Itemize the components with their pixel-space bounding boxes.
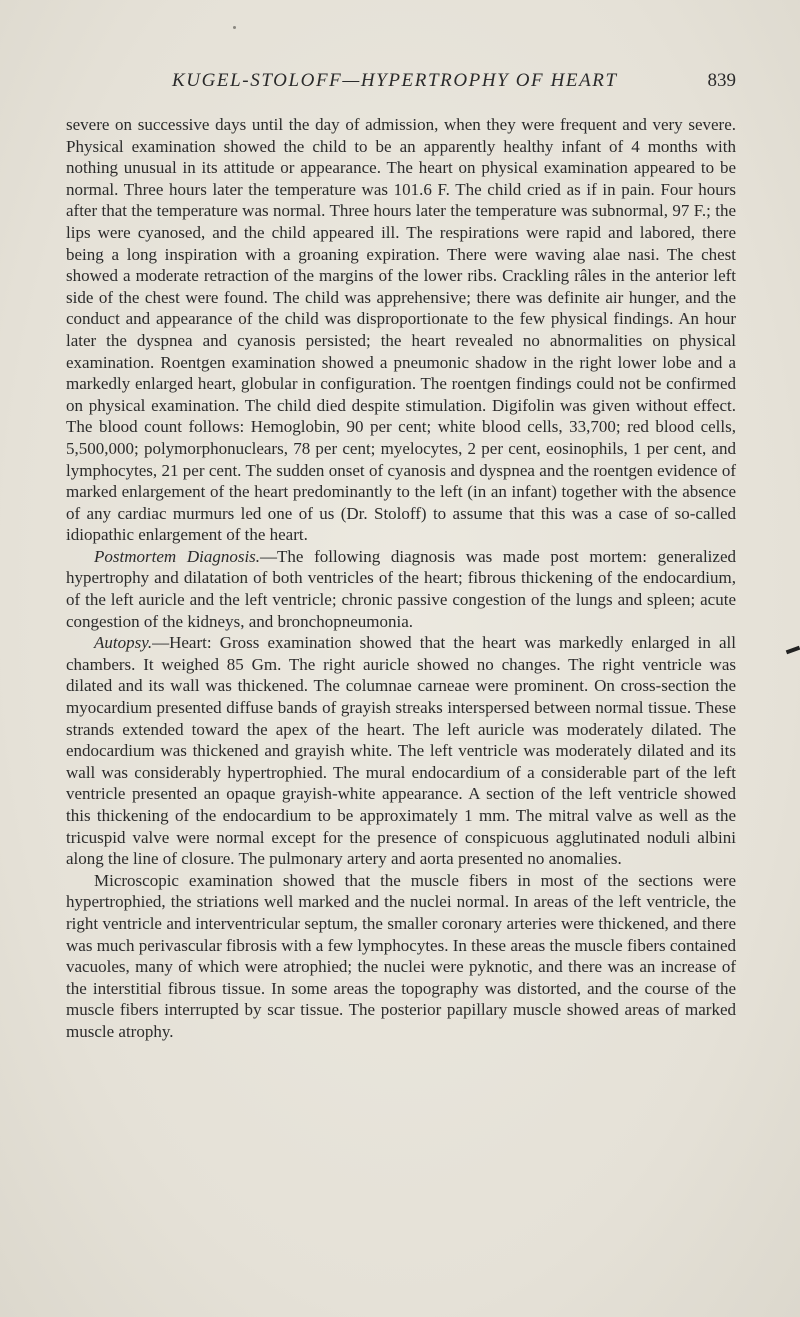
paragraph-text: Microscopic examination showed that the muscle fibers in most of the sections were hypertrophied, the striations well marked and the nuclei normal. In areas of the left ventricle, the right ventricle and interventricular septum, the smaller coronary arteries were thickened, and there was much perivascular fibrosis with a few lymphocytes. In these areas the muscle fibers contained vacuoles, many of which were atrophied; the nuclei were pyknotic, and there was an increase of the interstitial fibrous tissue. In some areas the topography was distorted, and the course of the muscle fibers interrupted by scar tissue. The posterior papillary muscle showed areas of marked muscle atrophy.	[66, 870, 736, 1041]
autopsy-paragraph	[66, 632, 736, 870]
page-number: 839	[707, 70, 736, 91]
paragraph-text: severe on successive days until the day of admission, when they were frequent and very severe. Physical examination showed the child to be an apparently healthy infant of 4 months with nothing unusual in its attitude or appearance. The heart on physical examination appeared to be normal. Three hours later the temperature was 101.6 F. The child cried as if in pain. Four hours after that the temperature was normal. Three hours later the temperature was subnormal, 97 F.; the lips were cyanosed, and the child appeared ill. The respirations were rapid and labored, there being a long inspiration with a groaning expiration. There were waving alae nasi. The chest showed a moderate retraction of the margins of the lower ribs. Crackling râles in the anterior left side of the chest were found. The child was apprehensive; there was definite air hunger, and the conduct and appearance of the child was disproportionate to the few physical findings. An hour later the dyspnea and cyanosis persisted; the heart revealed no abnormalities on physical examination. Roentgen examination showed a pneumonic shadow in the right lower lobe and a markedly enlarged heart, globular in configuration. The roentgen findings could not be confirmed on physical examination. The child died despite stimulation. Digifolin was given without effect. The blood count follows: Hemoglobin, 90 per cent; white blood cells, 33,700; red blood cells, 5,500,000; polymorphonuclears, 78 per cent; myelocytes, 2 per cent, eosinophils, 1 per cent, and lymphocytes, 21 per cent. The sudden onset of cyanosis and dyspnea and the roentgen evidence of marked enlargement of the heart predominantly to the left (in an infant) together with the absence of any cardiac murmurs led one of us (Dr. Stoloff) to assume that this was a case of so-called idiopathic enlargement of the heart.	[66, 115, 736, 545]
section-heading-postmortem-diagnosis: Postmortem Diagnosis.	[94, 546, 261, 566]
page-header	[0, 70, 800, 96]
microscopic-examination-paragraph	[66, 870, 736, 1043]
scan-speck	[233, 26, 236, 29]
paragraph-text: —Heart: Gross examination showed that the heart was markedly enlarged in all chambers. It weighed 85 Gm. The right auricle showed no changes. The right ventricle was dilated and its wall was thickened. The columnae carneae were prominent. On cross-section the myocardium presented diffuse bands of grayish streaks interspersed between normal tissue. These strands extended toward the apex of the heart. The left auricle was moderately dilated. The endocardium was thickened and grayish white. The left ventricle was moderately dilated and its wall was considerably hypertrophied. The mural endocardium of a considerable part of the left ventricle presented an opaque grayish-white appearance. A section of the left ventricle showed this thickening of the endocardium to be approximately 1 mm. The mitral valve as well as the tricuspid valve were normal except for the presence of conspicuous agglutinated noduli albini along the line of closure. The pulmonary artery and aorta presented no anomalies.	[66, 633, 736, 869]
case-history-paragraph	[66, 114, 736, 546]
section-heading-autopsy: Autopsy.	[94, 633, 153, 653]
postmortem-diagnosis-paragraph	[66, 546, 736, 632]
running-title: KUGEL-STOLOFF—HYPERTROPHY OF HEART	[172, 70, 618, 91]
margin-mark	[786, 646, 800, 655]
paragraph-text: —The following diagnosis was made post mortem: generalized hypertrophy and dilatation of both ventricles of the heart; fibrous thickening of the endocardium, of the left auricle and the left ventricle; chronic passive congestion of the lungs and spleen; acute congestion of the kidneys, and bronchopneumonia.	[66, 546, 736, 631]
article-body	[66, 114, 736, 1043]
